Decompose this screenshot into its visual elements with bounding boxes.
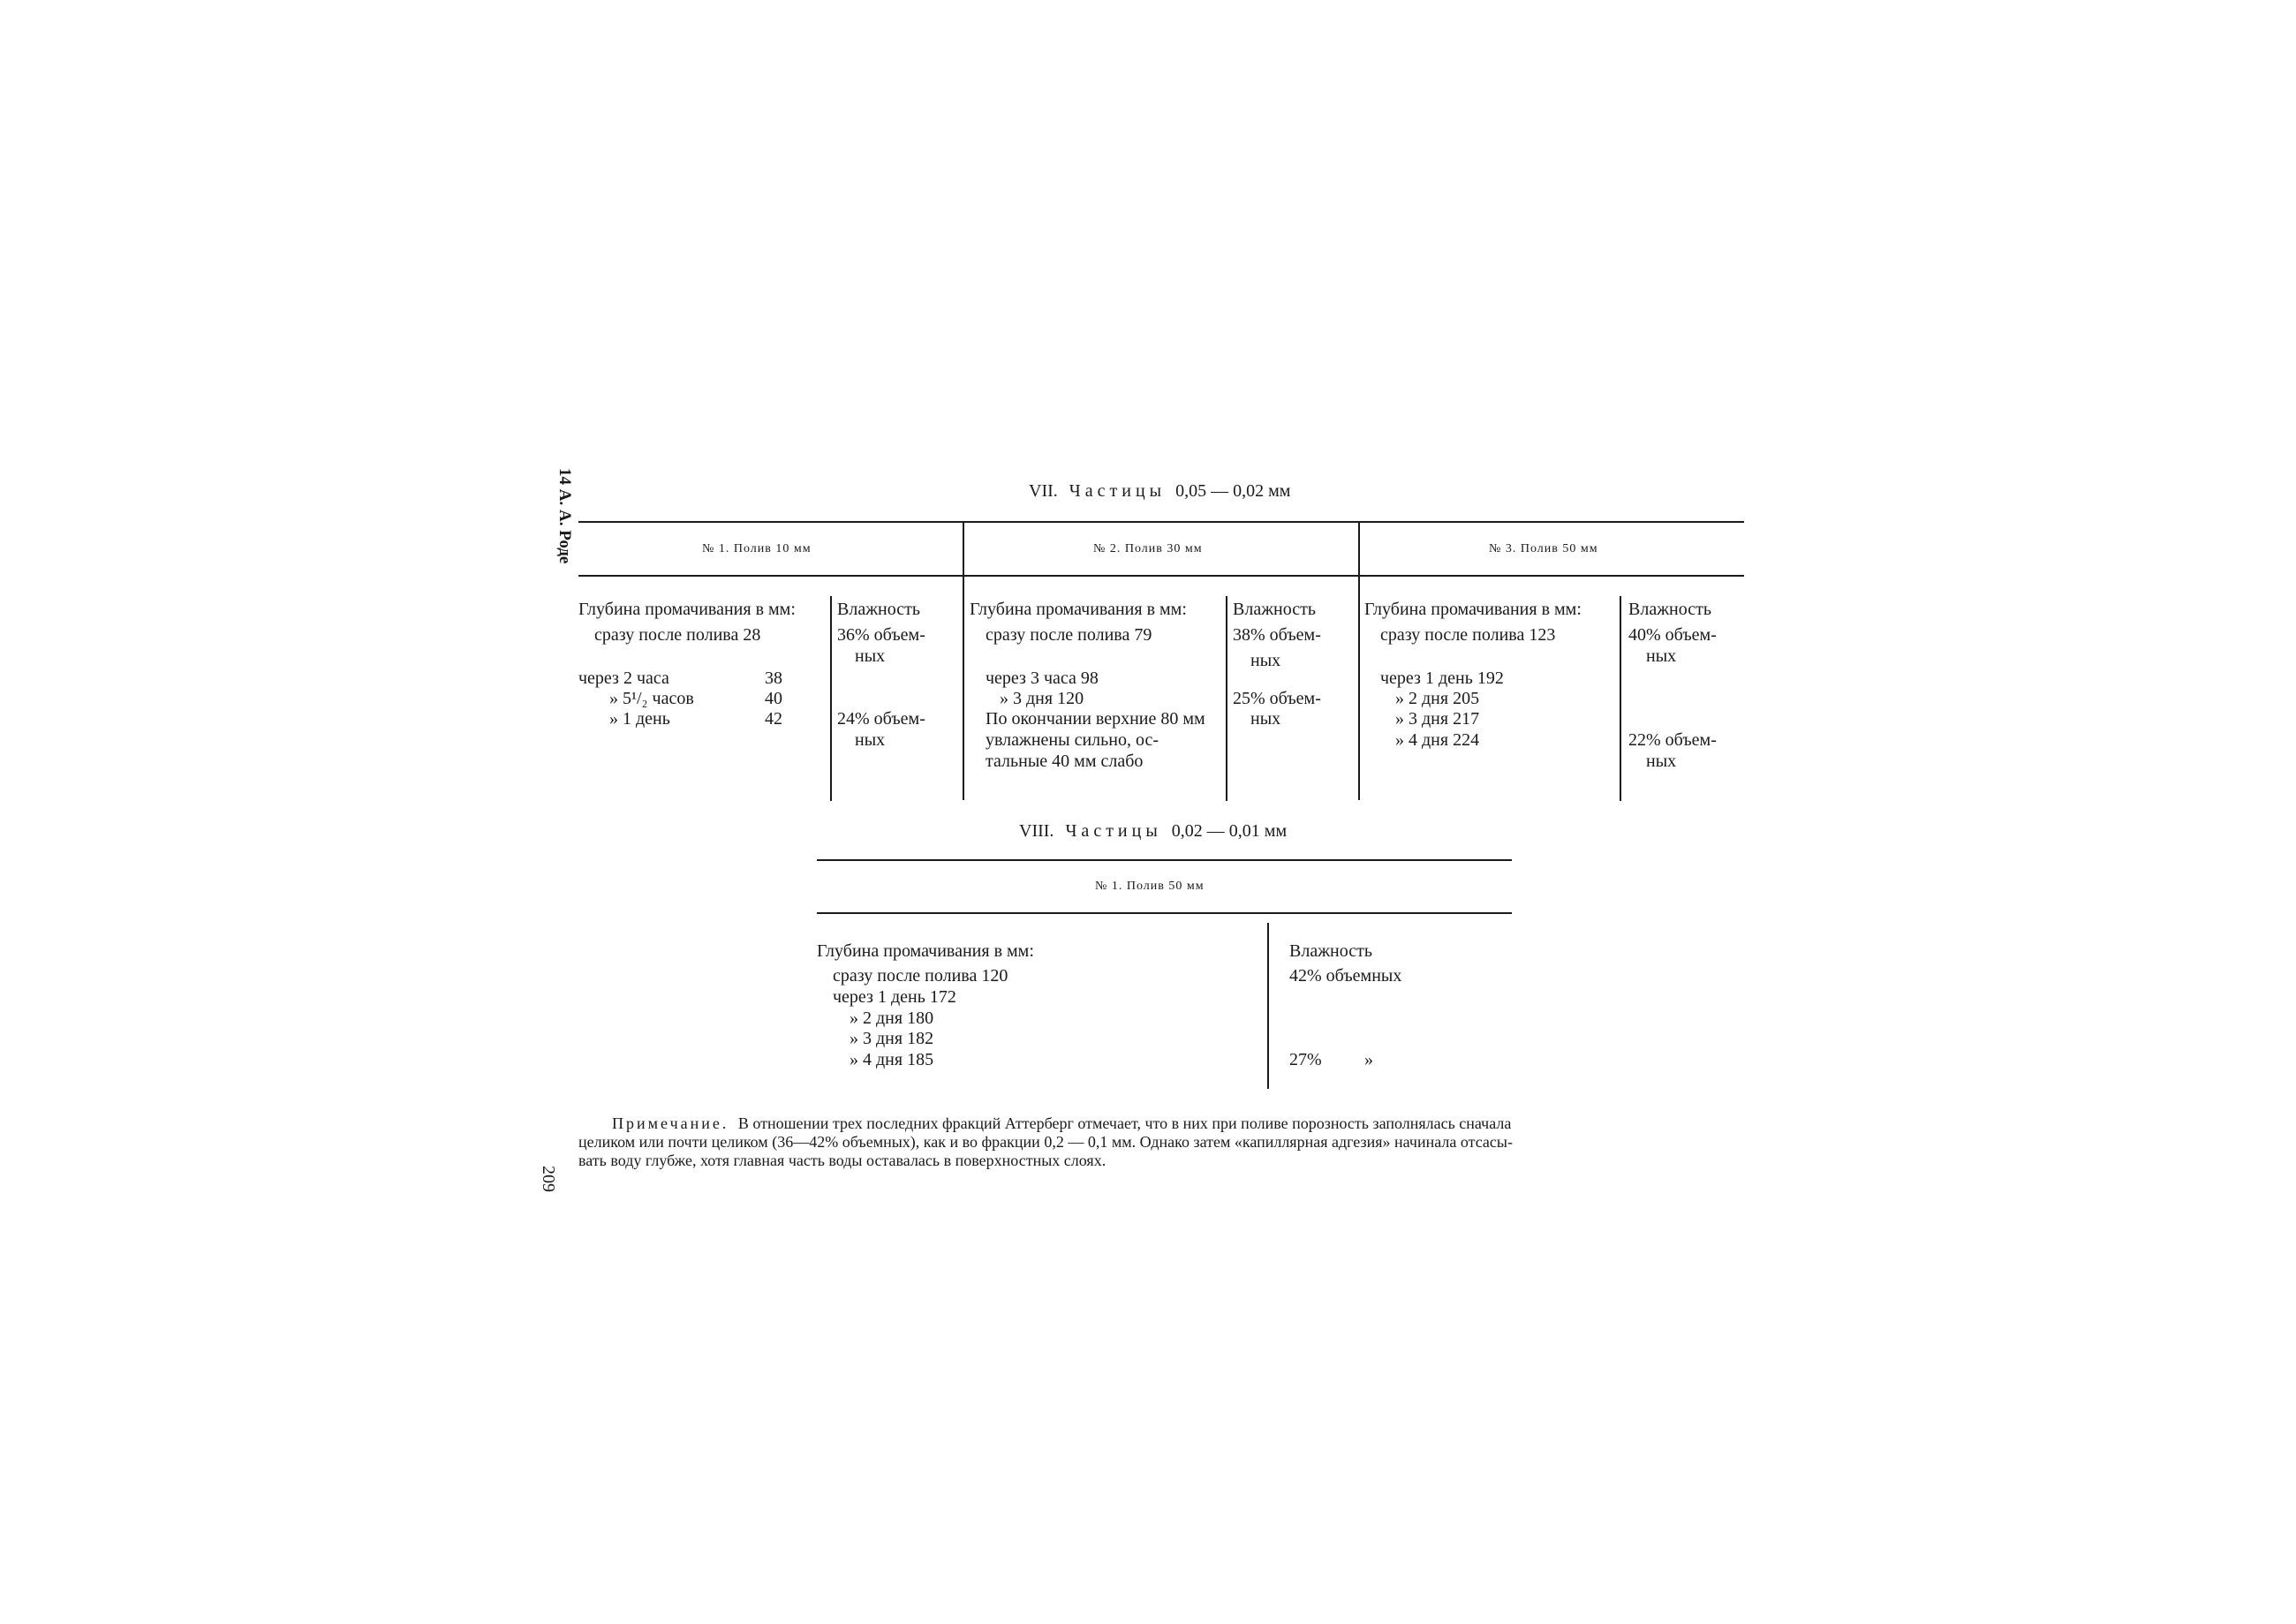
table7-col1-row-3-value: 40 <box>765 689 782 708</box>
table7-col1-moisture-2b: ных <box>855 730 886 750</box>
table8-title-range: 0,02 — 0,01 мм <box>1171 821 1288 841</box>
table8-row-3: » 2 дня 180 <box>850 1008 934 1028</box>
table7-col2-moisture-2b: ных <box>1250 709 1281 729</box>
table8-inner-divider <box>1267 923 1269 1089</box>
table7-col2-moisture-1a: 38% объем- <box>1233 625 1321 645</box>
table7-col1-depth-label: Глубина промачивания в мм: <box>578 600 796 619</box>
table7-title-prefix: VII. <box>1029 481 1058 501</box>
table7-col2-row-1: сразу после полива 79 <box>986 625 1152 645</box>
table7-header-3: № 3. Полив 50 мм <box>1489 542 1598 555</box>
table7-col2-moisture-2a: 25% объем- <box>1233 689 1321 708</box>
table7-col3-row-3: » 2 дня 205 <box>1395 689 1480 708</box>
table8-title <box>1019 821 1287 842</box>
page-number: 209 <box>539 1166 558 1192</box>
table7-header-rule <box>578 575 1744 577</box>
table7-divider-2 <box>1358 575 1360 800</box>
table8-moisture-label: Влажность <box>1289 941 1372 961</box>
table7-col2-moisture-label: Влажность <box>1233 600 1316 619</box>
table8-moisture-2: 27% <box>1289 1050 1322 1069</box>
table8-row-2: через 1 день 172 <box>833 987 956 1007</box>
table7-col3-row-4: » 3 дня 217 <box>1395 709 1480 729</box>
table8-title-word: Частицы <box>1065 821 1162 841</box>
table7-header-divider-2 <box>1358 523 1360 575</box>
table7-col3-moisture-2b: ных <box>1646 752 1677 771</box>
table7-col3-inner-divider <box>1620 596 1621 801</box>
table7-header-1: № 1. Полив 10 мм <box>702 542 812 555</box>
table8-title-prefix: VIII. <box>1019 821 1054 841</box>
table7-header-divider-1 <box>963 523 964 575</box>
table7-col2-row-6: тальные 40 мм слабо <box>986 752 1144 771</box>
table7-col1-row-3: » 5¹/₂ часов <box>609 689 694 708</box>
table7-col1-inner-divider <box>830 596 832 801</box>
table7-col3-moisture-2a: 22% объем- <box>1628 730 1717 750</box>
note-line-2: целиком или почти целиком (36—42% объемных), как и во фракции 0,2 — 0,1 мм. Однако затем «капиллярная адгезия» начинала отсасы- <box>578 1133 1513 1151</box>
table7-col1-moisture-1a: 36% объем- <box>837 625 925 645</box>
table7-col3-moisture-1b: ных <box>1646 646 1677 666</box>
table7-col2-moisture-1b: ных <box>1250 651 1281 670</box>
table7-col2-row-4: По окончании верхние 80 мм <box>986 709 1205 729</box>
table8-top-rule <box>817 859 1512 861</box>
note-text-1: В отношении трех последних фракций Аттерберг отмечает, что в них при поливе порозность заполнялась сначала <box>737 1114 1512 1132</box>
table7-col1-row-2: через 2 часа <box>578 668 669 688</box>
table7-col2-row-2: через 3 часа 98 <box>986 668 1099 688</box>
table7-col3-moisture-1a: 40% объем- <box>1628 625 1717 645</box>
table7-title <box>1029 481 1290 502</box>
table7-col1-row-4-value: 42 <box>765 709 782 729</box>
table7-col2-inner-divider <box>1226 596 1227 801</box>
table8-moisture-2-ditto: » <box>1364 1050 1373 1069</box>
table8-row-1: сразу после полива 120 <box>833 966 1008 986</box>
table7-col3-row-1: сразу после полива 123 <box>1380 625 1556 645</box>
table7-col1-row-4: » 1 день <box>609 709 670 729</box>
table7-col1-row-1: сразу после полива 28 <box>594 625 761 645</box>
table7-col1-moisture-1b: ных <box>855 646 886 666</box>
table8-depth-label: Глубина промачивания в мм: <box>817 941 1034 961</box>
table7-title-word: Частицы <box>1069 481 1167 501</box>
table7-col1-moisture-label: Влажность <box>837 600 920 619</box>
table7-col3-depth-label: Глубина промачивания в мм: <box>1364 600 1582 619</box>
table7-top-rule <box>578 521 1744 523</box>
table8-row-4: » 3 дня 182 <box>850 1029 934 1048</box>
table7-divider-1 <box>963 575 964 800</box>
note-line-3: вать воду глубже, хотя главная часть воды оставалась в поверхностных слоях. <box>578 1152 1106 1169</box>
table8-header: № 1. Полив 50 мм <box>1095 880 1205 893</box>
table8-row-5: » 4 дня 185 <box>850 1050 934 1069</box>
table7-col3-row-2: через 1 день 192 <box>1380 668 1504 688</box>
table8-moisture-1: 42% объемных <box>1289 966 1402 986</box>
table7-col3-moisture-label: Влажность <box>1628 600 1711 619</box>
note-label: Примечание. <box>612 1114 729 1132</box>
table7-col1-moisture-2a: 24% объем- <box>837 709 925 729</box>
table7-col2-depth-label: Глубина промачивания в мм: <box>970 600 1187 619</box>
table7-header-2: № 2. Полив 30 мм <box>1093 542 1203 555</box>
table7-title-range: 0,05 — 0,02 мм <box>1175 481 1291 501</box>
table7-col1-row-2-value: 38 <box>765 668 782 688</box>
table7-col3-row-5: » 4 дня 224 <box>1395 730 1480 750</box>
running-head-author: 14 А. А. Роде <box>555 468 574 564</box>
table8-header-rule <box>817 912 1512 914</box>
table7-col2-row-5: увлажнены сильно, ос- <box>986 730 1159 750</box>
table7-col2-row-3: » 3 дня 120 <box>1000 689 1084 708</box>
